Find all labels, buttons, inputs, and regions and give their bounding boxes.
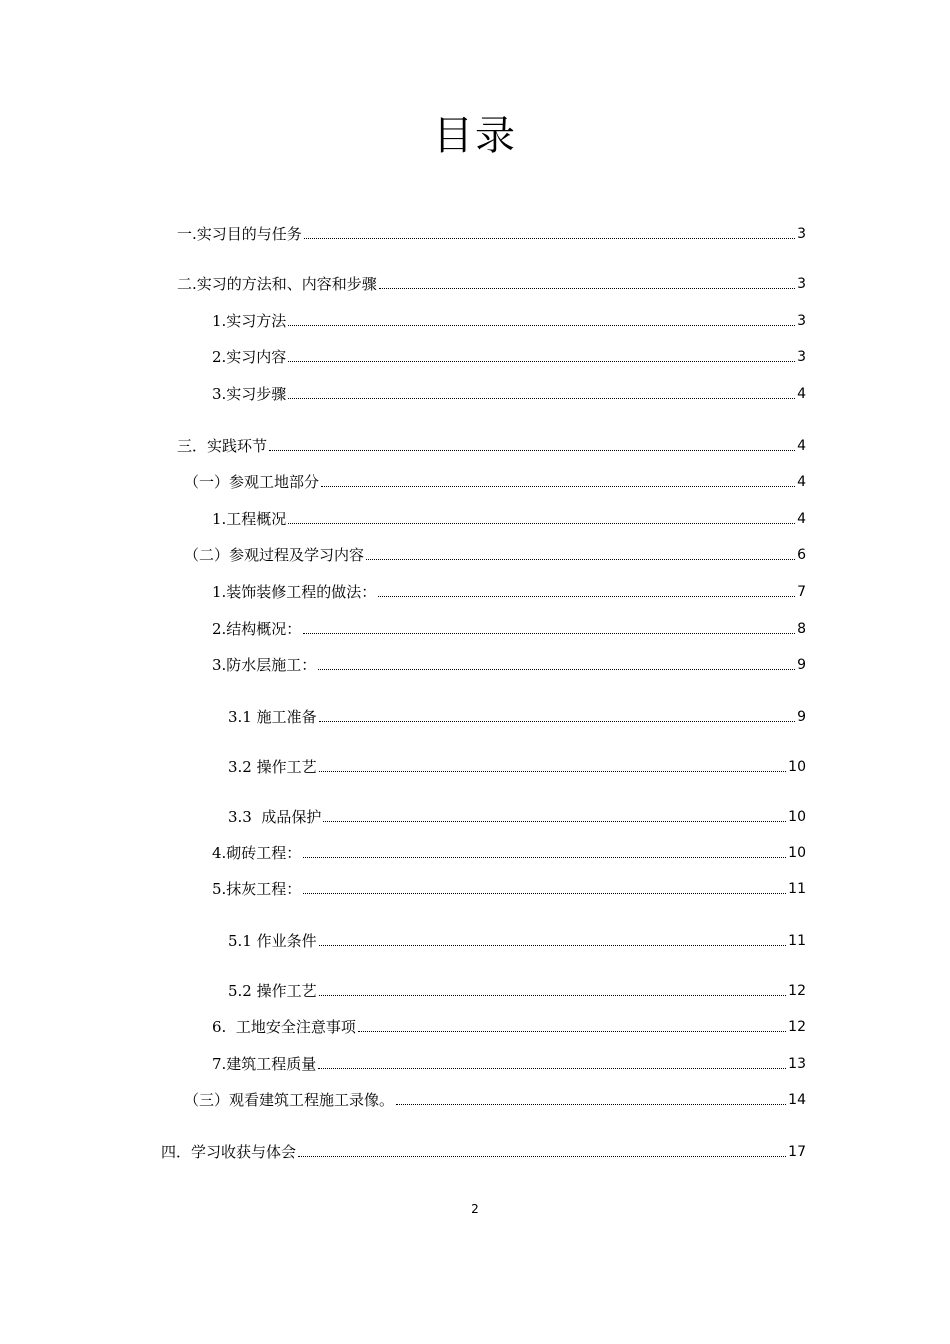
toc-entry[interactable] bbox=[212, 651, 806, 675]
toc-entry-label: 7.建筑工程质量 bbox=[212, 1055, 317, 1073]
toc-dot-leader bbox=[379, 288, 795, 289]
toc-entry[interactable] bbox=[177, 432, 806, 456]
toc-entry[interactable] bbox=[177, 220, 806, 244]
toc-dot-leader bbox=[318, 1068, 786, 1069]
toc-entry[interactable] bbox=[184, 468, 806, 492]
toc-dot-leader bbox=[319, 721, 795, 722]
toc-entry[interactable] bbox=[212, 343, 806, 367]
toc-entry-page: 4 bbox=[797, 511, 806, 527]
toc-entry[interactable] bbox=[228, 803, 806, 827]
toc-entry-label: 6. 工地安全注意事项 bbox=[212, 1018, 356, 1036]
toc-entry-page: 6 bbox=[797, 547, 806, 563]
toc-entry[interactable] bbox=[184, 1086, 806, 1110]
toc-entry[interactable] bbox=[212, 380, 806, 404]
toc-entry-page: 9 bbox=[797, 657, 806, 673]
toc-entry-label: 1.工程概况 bbox=[212, 510, 287, 528]
toc-entry-label: 2.结构概况： bbox=[212, 620, 302, 638]
toc-entry-label: 2.实习内容 bbox=[212, 348, 287, 366]
toc-entry-label: 3.防水层施工： bbox=[212, 656, 317, 674]
toc-dot-leader bbox=[304, 238, 795, 239]
toc-entry-label: 5.2 操作工艺 bbox=[228, 982, 317, 1000]
toc-entry-page: 4 bbox=[797, 438, 806, 454]
toc-entry-label: 3.1 施工准备 bbox=[228, 708, 317, 726]
toc-entry-page: 4 bbox=[797, 386, 806, 402]
toc-dot-leader bbox=[358, 1031, 786, 1032]
toc-dot-leader bbox=[396, 1104, 786, 1105]
toc-entry[interactable] bbox=[177, 270, 806, 294]
toc-dot-leader bbox=[319, 945, 787, 946]
toc-entry-page: 7 bbox=[797, 584, 806, 600]
toc-entry[interactable] bbox=[228, 703, 806, 727]
toc-entry[interactable] bbox=[212, 578, 806, 602]
toc-entry[interactable] bbox=[212, 505, 806, 529]
toc-entry-label: 5.1 作业条件 bbox=[228, 932, 317, 950]
toc-entry-label: 5.抹灰工程： bbox=[212, 880, 302, 898]
toc-entry-label: 3.2 操作工艺 bbox=[228, 758, 317, 776]
toc-entry-page: 10 bbox=[788, 759, 806, 775]
toc-entry[interactable] bbox=[212, 839, 806, 863]
toc-entry-page: 11 bbox=[788, 933, 806, 949]
toc-entry-page: 8 bbox=[797, 621, 806, 637]
toc-entry-label: （一）参观工地部分 bbox=[184, 473, 320, 491]
toc-entry-page: 3 bbox=[797, 349, 806, 365]
toc-dot-leader bbox=[321, 486, 795, 487]
toc-entry-label: 1.实习方法 bbox=[212, 312, 287, 330]
toc-entry[interactable] bbox=[184, 541, 806, 565]
toc-entry-label: （二）参观过程及学习内容 bbox=[184, 546, 365, 564]
toc-dot-leader bbox=[366, 559, 795, 560]
toc-entry-label: 二.实习的方法和、内容和步骤 bbox=[177, 275, 377, 293]
toc-dot-leader bbox=[288, 325, 795, 326]
toc-entry-page: 17 bbox=[788, 1144, 806, 1160]
toc-dot-leader bbox=[269, 450, 795, 451]
toc-entry-page: 3 bbox=[797, 276, 806, 292]
toc-entry[interactable] bbox=[212, 875, 806, 899]
toc-entry-page: 3 bbox=[797, 226, 806, 242]
toc-dot-leader bbox=[323, 821, 786, 822]
toc-entry-label: 一.实习目的与任务 bbox=[177, 225, 302, 243]
toc-entry-page: 11 bbox=[788, 881, 806, 897]
toc-entry-page: 12 bbox=[788, 983, 806, 999]
toc-dot-leader bbox=[303, 893, 786, 894]
toc-entry-page: 10 bbox=[788, 809, 806, 825]
toc-entry-label: 1.装饰装修工程的做法： bbox=[212, 583, 377, 601]
toc-entry-page: 10 bbox=[788, 845, 806, 861]
toc-dot-leader bbox=[303, 857, 786, 858]
toc-entry-label: 四．学习收获与体会 bbox=[161, 1143, 297, 1161]
page-number: 2 bbox=[471, 1202, 479, 1216]
toc-entry[interactable] bbox=[228, 753, 806, 777]
toc-dot-leader bbox=[319, 995, 787, 996]
toc-entry[interactable] bbox=[228, 927, 806, 951]
toc-entry-page: 13 bbox=[788, 1056, 806, 1072]
toc-dot-leader bbox=[378, 596, 795, 597]
toc-dot-leader bbox=[288, 361, 795, 362]
toc-entry[interactable] bbox=[212, 1013, 806, 1037]
toc-entry[interactable] bbox=[161, 1138, 806, 1162]
toc-entry[interactable] bbox=[212, 307, 806, 331]
toc-entry-label: 3.实习步骤 bbox=[212, 385, 287, 403]
toc-entry-page: 3 bbox=[797, 313, 806, 329]
toc-entry-page: 9 bbox=[797, 709, 806, 725]
toc-entry-page: 4 bbox=[797, 474, 806, 490]
toc-dot-leader bbox=[319, 771, 787, 772]
page-title: 目录 bbox=[433, 113, 517, 159]
toc-entry-label: 三．实践环节 bbox=[177, 437, 268, 455]
toc-dot-leader bbox=[303, 633, 795, 634]
toc-entry-page: 12 bbox=[788, 1019, 806, 1035]
toc-dot-leader bbox=[298, 1156, 786, 1157]
toc-entry-page: 14 bbox=[788, 1092, 806, 1108]
toc-dot-leader bbox=[288, 523, 795, 524]
toc-entry[interactable] bbox=[212, 615, 806, 639]
toc-dot-leader bbox=[288, 398, 795, 399]
toc-entry-label: 3.3 成品保护 bbox=[228, 808, 322, 826]
toc-entry-label: （三）观看建筑工程施工录像。 bbox=[184, 1091, 395, 1109]
toc-entry[interactable] bbox=[228, 977, 806, 1001]
toc-entry-label: 4.砌砖工程： bbox=[212, 844, 302, 862]
toc-entry[interactable] bbox=[212, 1050, 806, 1074]
toc-dot-leader bbox=[318, 669, 795, 670]
